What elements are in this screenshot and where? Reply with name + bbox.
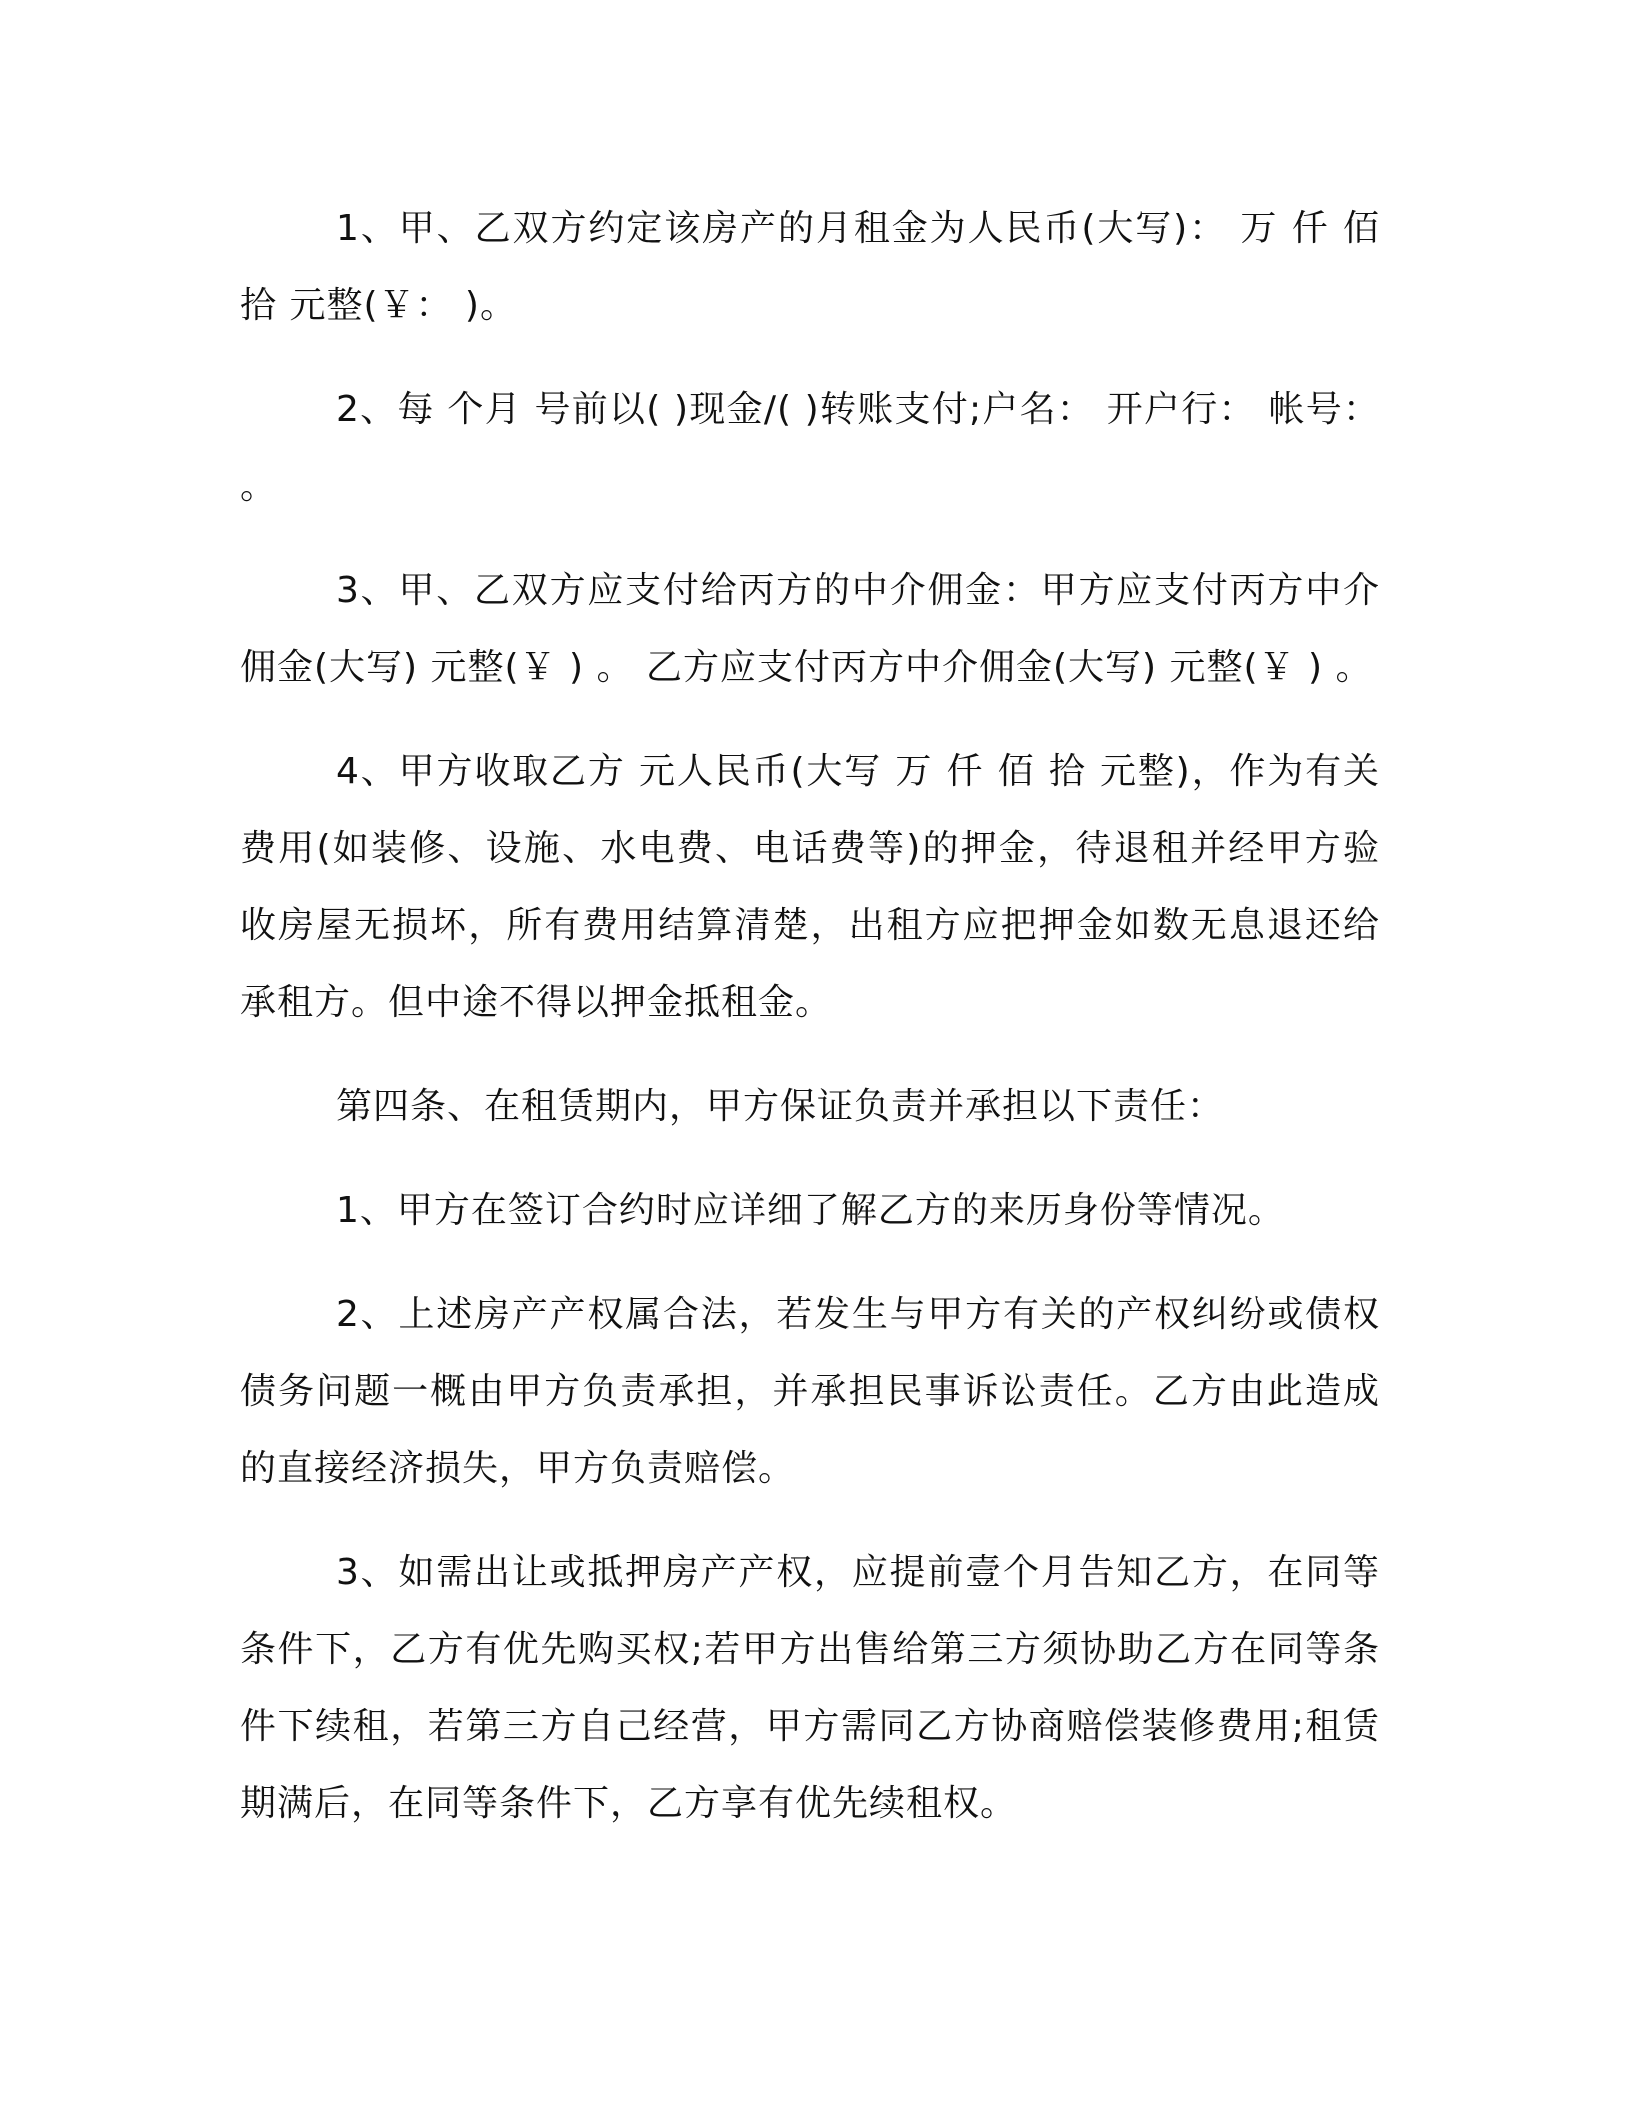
paragraph-agency-commission: 3、甲、乙双方应支付给丙方的中介佣金：甲方应支付丙方中介佣金(大写) 元整(￥ ) 。 乙方应支付丙方中介佣金(大写) 元整(￥ ) 。 <box>240 570 1380 688</box>
paragraph-identity-check: 1、甲方在签订合约时应详细了解乙方的来历身份等情况。 <box>336 1190 1285 1231</box>
paragraph-rent-amount: 1、甲、乙双方约定该房产的月租金为人民币(大写)： 万 仟 佰 拾 元整(￥： )。 <box>240 208 1380 326</box>
document-page <box>240 190 1380 1869</box>
paragraph-property-rights: 2、上述房产产权属合法，若发生与甲方有关的产权纠纷或债权债务问题一概由甲方负责承担，并承担民事诉讼责任。乙方由此造成的直接经济损失，甲方负责赔偿。 <box>240 1294 1380 1489</box>
paragraph-payment-method: 2、每 个月 号前以( )现金/( )转账支付;户名： 开户行： 帐号： 。 <box>240 389 1380 507</box>
paragraph-priority-rights: 3、如需出让或抵押房产产权，应提前壹个月告知乙方，在同等条件下，乙方有优先购买权;若甲方出售给第三方须协助乙方在同等条件下续租，若第三方自己经营，甲方需同乙方协商赔偿装修费用;租赁期满后，在同等条件下，乙方享有优先续租权。 <box>240 1552 1380 1824</box>
paragraph-deposit: 4、甲方收取乙方 元人民币(大写 万 仟 佰 拾 元整)，作为有关费用(如装修、设施、水电费、电话费等)的押金，待退租并经甲方验收房屋无损坏，所有费用结算清楚，出租方应把押金如数无息退还给承租方。但中途不得以押金抵租金。 <box>240 751 1380 1023</box>
article-four-heading: 第四条、在租赁期内，甲方保证负责并承担以下责任： <box>336 1086 1225 1127</box>
